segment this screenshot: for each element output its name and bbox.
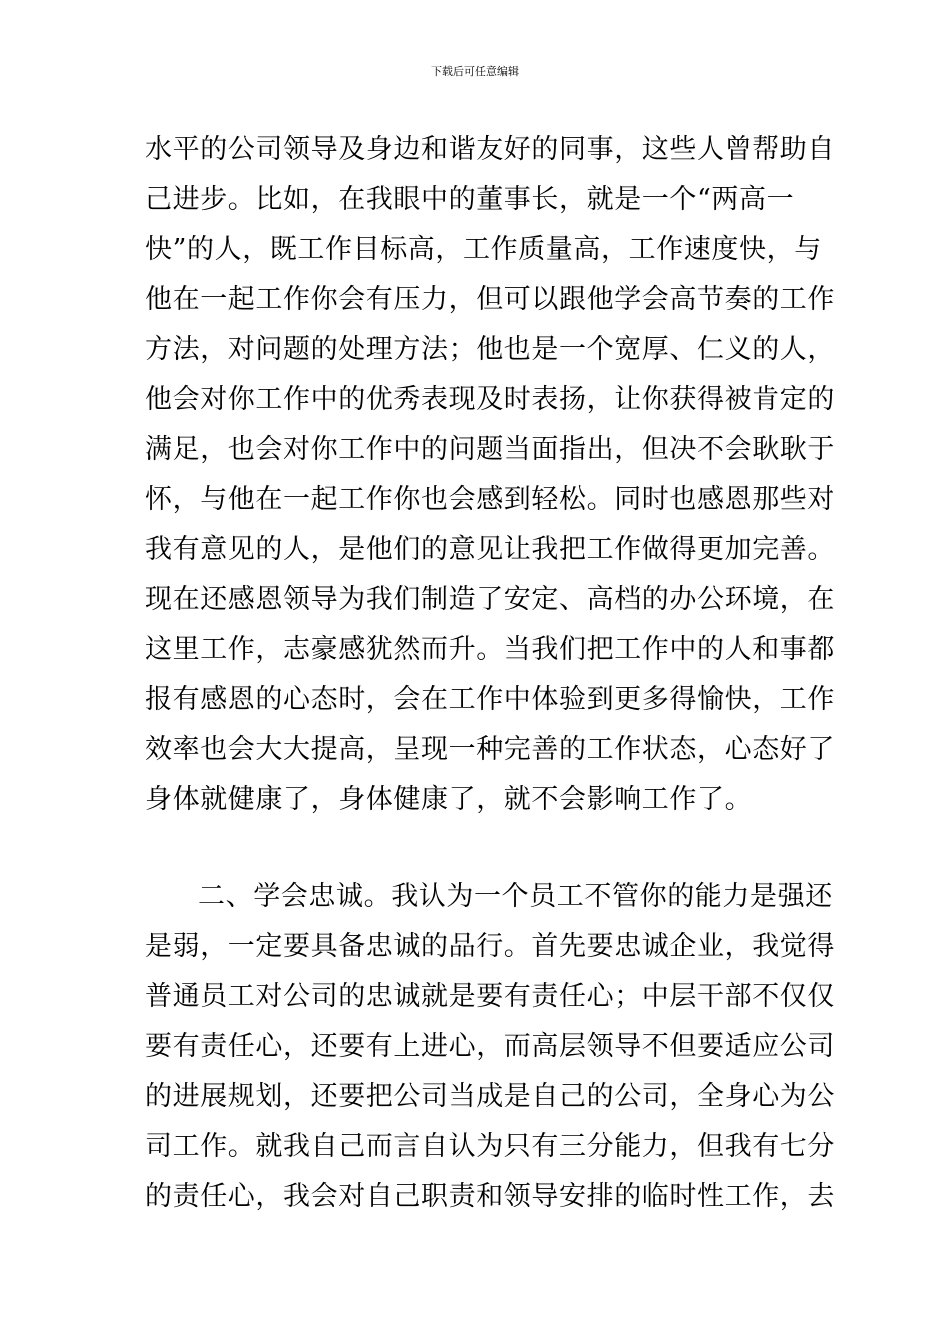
text-line: 快”的人，既工作目标高，工作质量高，工作速度快，与 xyxy=(145,234,822,265)
text-line: 水平的公司领导及身边和谐友好的同事，这些人曾帮助自 xyxy=(145,134,835,165)
text-line: 满足，也会对你工作中的问题当面指出，但决不会耿耿于 xyxy=(145,434,835,465)
page-header: 下载后可任意编辑 xyxy=(431,65,519,78)
text-line: 他在一起工作你会有压力，但可以跟他学会高节奏的工作 xyxy=(145,284,835,315)
text-line: 二、学会忠诚。我认为一个员工不管你的能力是强还 xyxy=(198,881,833,912)
text-line: 己进步。比如，在我眼中的董事长，就是一个“两高一 xyxy=(145,184,795,215)
text-line: 现在还感恩领导为我们制造了安定、高档的办公环境，在 xyxy=(145,584,835,615)
text-line: 司工作。就我自己而言自认为只有三分能力，但我有七分 xyxy=(145,1131,835,1162)
text-line: 怀，与他在一起工作你也会感到轻松。同时也感恩那些对 xyxy=(145,484,835,515)
text-line: 我有意见的人，是他们的意见让我把工作做得更加完善。 xyxy=(145,534,835,565)
text-line: 效率也会大大提高，呈现一种完善的工作状态，心态好了 xyxy=(145,734,835,765)
text-line: 普通员工对公司的忠诚就是要有责任心；中层干部不仅仅 xyxy=(145,981,835,1012)
text-line: 身体就健康了，身体健康了，就不会影响工作了。 xyxy=(145,784,753,815)
text-line: 他会对你工作中的优秀表现及时表扬，让你获得被肯定的 xyxy=(145,384,835,415)
text-line: 的进展规划，还要把公司当成是自己的公司，全身心为公 xyxy=(145,1081,835,1112)
text-line: 这里工作，志豪感犹然而升。当我们把工作中的人和事都 xyxy=(145,634,835,665)
text-line: 方法，对问题的处理方法；他也是一个宽厚、仁义的人， xyxy=(145,334,835,365)
text-line: 的责任心，我会对自己职责和领导安排的临时性工作，去 xyxy=(145,1181,835,1212)
text-line: 是弱，一定要具备忠诚的品行。首先要忠诚企业，我觉得 xyxy=(145,931,835,962)
text-line: 报有感恩的心态时，会在工作中体验到更多得愉快，工作 xyxy=(145,684,835,715)
text-line: 要有责任心，还要有上进心，而高层领导不但要适应公司 xyxy=(145,1031,835,1062)
